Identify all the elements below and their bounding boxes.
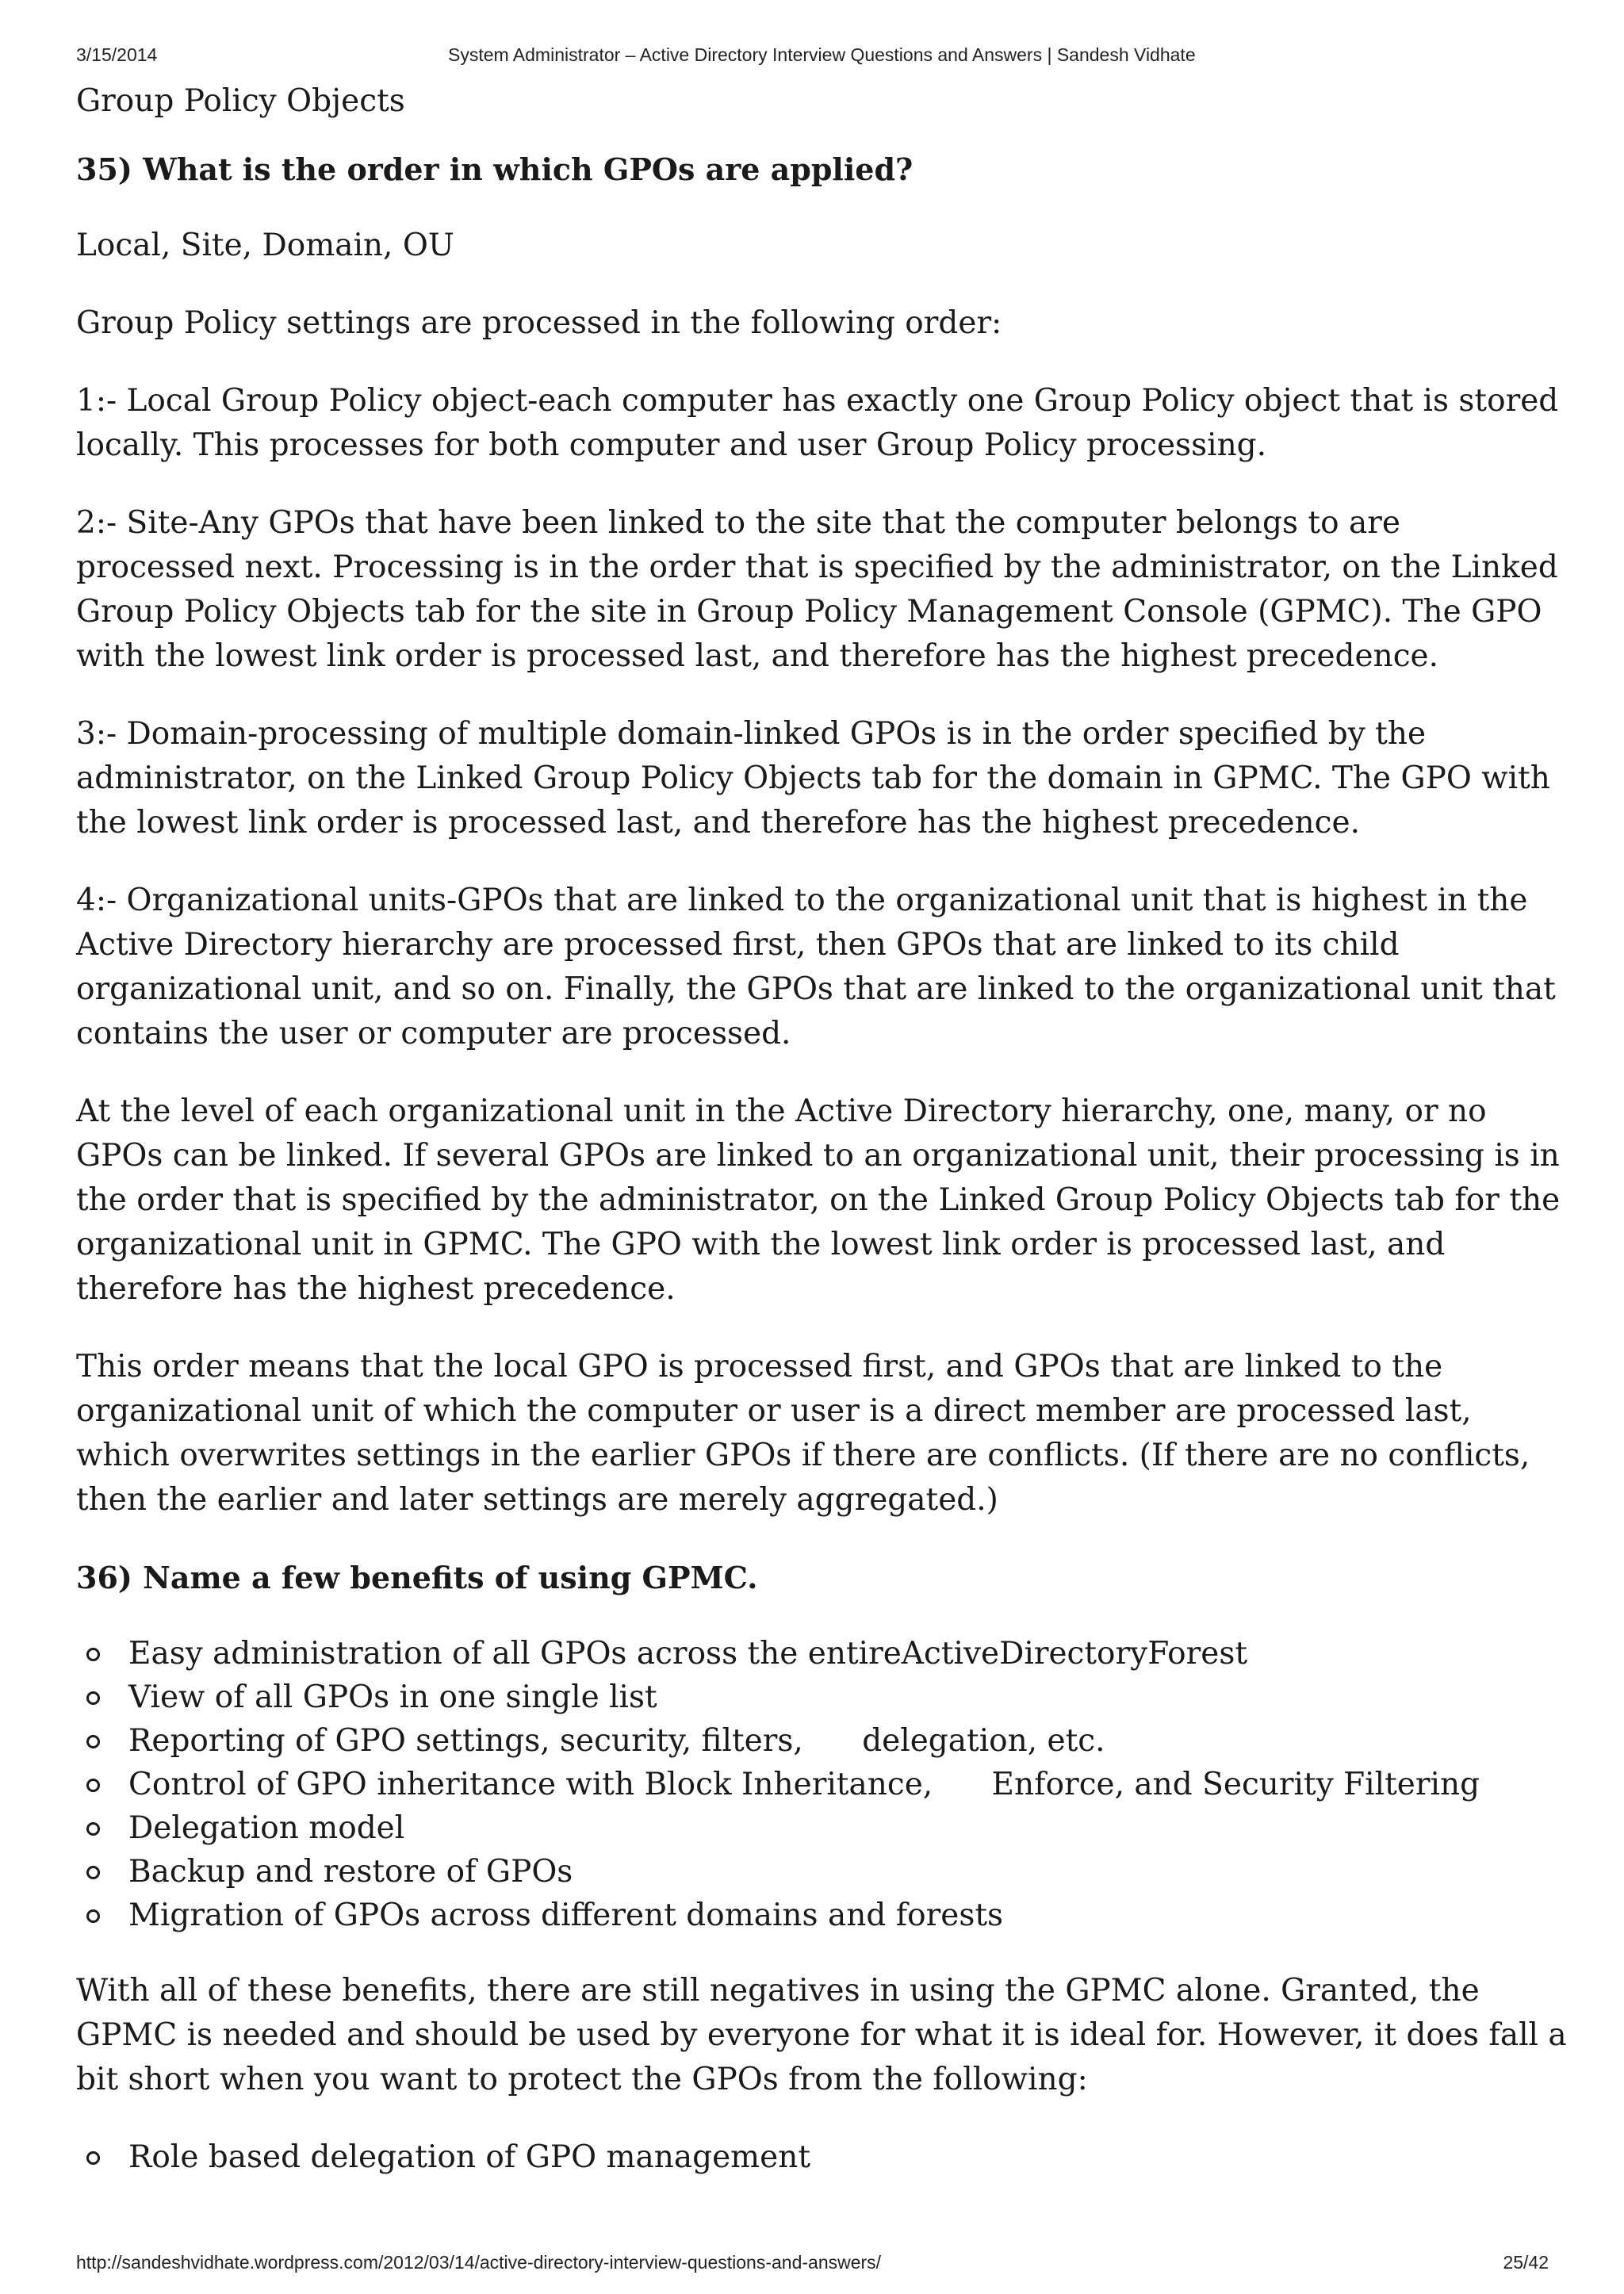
step-site: 2:- Site-Any GPOs that have been linked to the site that the computer belongs to are processed next. Processing is in the order that is specified by the administrator, on the Linked Group Policy Objects tab for the site in Group Policy Management Console (GPMC). The GPO with the lowest link order is processed last, and therefore has the highest precedence. [76, 505, 1558, 674]
question-35-heading: 35) What is the order in which GPOs are applied? [76, 151, 914, 187]
order-summary-paragraph: This order means that the local GPO is processed first, and GPOs that are linked to the organizational unit of which the computer or user is a direct member are processed last, which overwrites settings in the earlier GPOs if there are conflicts. (If there are no conflicts, then the earlier and later settings are merely aggregated.) [76, 1349, 1530, 1518]
page-number: 25/42 [1503, 2252, 1549, 2273]
list-item: Migration of GPOs across different domains and forests [76, 1894, 1567, 1937]
protections-list [76, 2135, 1567, 2179]
processing-intro: Group Policy settings are processed in the following order: [76, 305, 1002, 341]
list-item: Role based delegation of GPO management [76, 2135, 1567, 2179]
footer-url: http://sandeshvidhate.wordpress.com/2012/03/14/active-directory-interview-questions-and-answers/ [76, 2252, 882, 2273]
article-content [76, 79, 1567, 2211]
list-item: Backup and restore of GPOs [76, 1850, 1567, 1894]
continued-text: Group Policy Objects [76, 83, 405, 119]
question-36-heading: 36) Name a few benefits of using GPMC. [76, 1560, 758, 1595]
negatives-paragraph: With all of these benefits, there are still negatives in using the GPMC alone. Granted, the GPMC is needed and should be used by everyone for what it is ideal for. However, it does fall a bit short when you want to protect the GPOs from the following: [76, 1973, 1567, 2097]
header-date: 3/15/2014 [76, 44, 158, 65]
step-domain: 3:- Domain-processing of multiple domain-linked GPOs is in the order specified by the administrator, on the Linked Group Policy Objects tab for the domain in GPMC. The GPO with the lowest link order is processed last, and therefore has the highest precedence. [76, 716, 1550, 841]
benefits-list [76, 1632, 1567, 1937]
list-item: Reporting of GPO settings, security, filters, delegation, etc. [76, 1719, 1567, 1763]
list-item: Easy administration of all GPOs across the entireActiveDirectoryForest [76, 1632, 1567, 1676]
header-title: System Administrator – Active Directory Interview Questions and Answers | Sandesh Vidhate [448, 44, 1196, 65]
step-ou: 4:- Organizational units-GPOs that are linked to the organizational unit that is highest in the Active Directory hierarchy are processed first, then GPOs that are linked to its child organizational unit, and so on. Finally, the GPOs that are linked to the organizational unit that contains the user or computer are processed. [76, 883, 1556, 1051]
answer-short: Local, Site, Domain, OU [76, 228, 454, 263]
step-local: 1:- Local Group Policy object-each computer has exactly one Group Policy object that is stored locally. This processes for both computer and user Group Policy processing. [76, 383, 1559, 463]
list-item: Control of GPO inheritance with Block Inheritance, Enforce, and Security Filtering [76, 1763, 1567, 1806]
list-item: View of all GPOs in one single list [76, 1676, 1567, 1719]
ou-level-paragraph: At the level of each organizational unit in the Active Directory hierarchy, one, many, or no GPOs can be linked. If several GPOs are linked to an organizational unit, their processing is in the order that is specified by the administrator, on the Linked Group Policy Objects tab for the organizational unit in GPMC. The GPO with the lowest link order is processed last, and therefore has the highest precedence. [76, 1093, 1561, 1307]
list-item: Delegation model [76, 1806, 1567, 1850]
